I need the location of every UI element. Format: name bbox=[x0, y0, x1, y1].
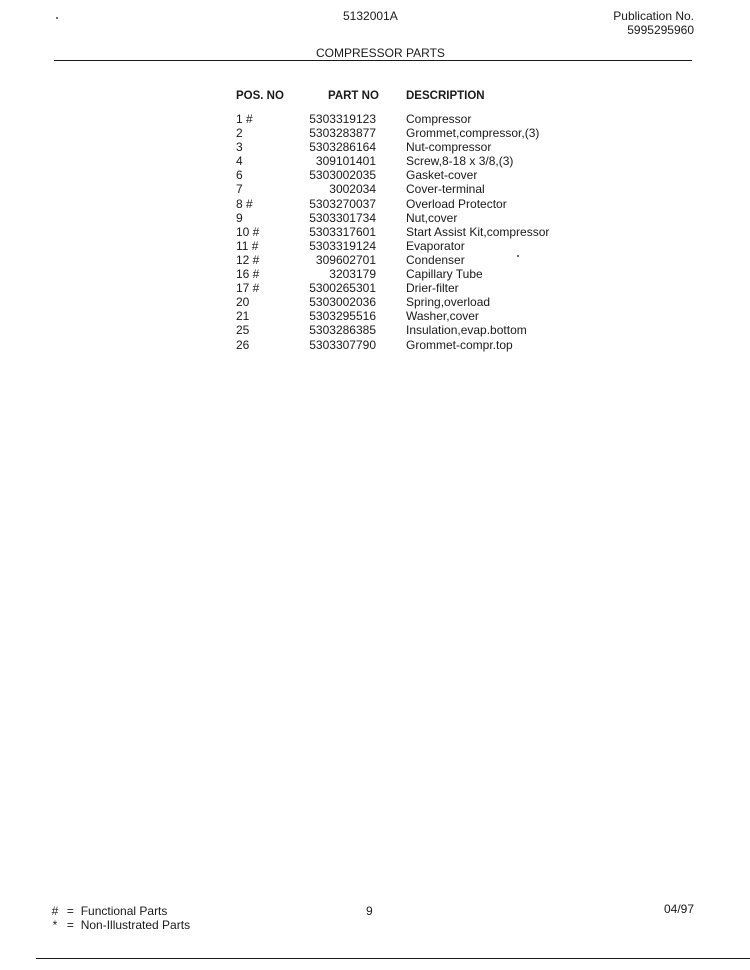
pos-cell: 7 bbox=[236, 182, 243, 197]
header-divider bbox=[54, 60, 692, 61]
pos-cell: 11 # bbox=[236, 238, 259, 253]
pos-cell: 12 # bbox=[236, 252, 260, 267]
scan-speck bbox=[56, 17, 58, 19]
part-number-cell: 5303002035 bbox=[309, 168, 376, 183]
legend-symbol: * bbox=[52, 918, 58, 932]
description-cell: Overload Protector bbox=[406, 196, 507, 211]
description-cell: Start Assist Kit,compressor bbox=[406, 224, 550, 239]
description-cell: Grommet-compr.top bbox=[406, 337, 513, 352]
section-title: COMPRESSOR PARTS bbox=[316, 46, 445, 60]
col-header-desc: DESCRIPTION bbox=[406, 90, 485, 102]
description-cell: Washer,cover bbox=[406, 309, 479, 324]
publication-label: Publication No. bbox=[613, 9, 694, 23]
revision-date: 04/97 bbox=[663, 902, 694, 916]
description-cell: Grommet,compressor,(3) bbox=[406, 126, 540, 141]
pos-cell: 10 # bbox=[236, 224, 260, 239]
description-cell: Nut-compressor bbox=[406, 140, 492, 155]
description-cell: Compressor bbox=[406, 112, 472, 126]
pos-cell: 21 bbox=[236, 309, 250, 324]
footer-divider bbox=[36, 958, 750, 959]
legend-equals: = bbox=[66, 918, 74, 932]
legend bbox=[50, 904, 190, 932]
pos-cell: 8 # bbox=[236, 196, 253, 211]
part-number-cell: 5303319124 bbox=[309, 238, 376, 253]
description-cell: Nut,cover bbox=[406, 210, 458, 225]
part-number-cell: 3002034 bbox=[329, 182, 376, 197]
pos-cell: 20 bbox=[236, 295, 250, 310]
description-cell: Gasket-cover bbox=[406, 168, 478, 183]
model-number: 5132001A bbox=[343, 9, 398, 23]
part-number-cell: 5300265301 bbox=[309, 281, 376, 296]
description-cell: Screw,8-18 x 3/8,(3) bbox=[406, 154, 514, 169]
description-cell: Spring,overload bbox=[406, 295, 491, 310]
publication-block bbox=[613, 9, 694, 37]
part-number-cell: 5303286164 bbox=[309, 140, 376, 155]
part-number-cell: 5303295516 bbox=[309, 309, 376, 324]
col-header-pos: POS. NO bbox=[236, 90, 284, 102]
description-cell: Evaporator bbox=[406, 238, 465, 253]
part-number-cell: 5303283877 bbox=[309, 126, 376, 141]
legend-item-non-illustrated bbox=[50, 918, 190, 932]
description-cell: Cover-terminal bbox=[406, 182, 485, 197]
description-cell: Condenser bbox=[406, 252, 465, 267]
pos-cell: 1 # bbox=[236, 112, 253, 126]
legend-symbol: # bbox=[51, 904, 59, 918]
scan-speck bbox=[517, 255, 519, 257]
description-cell: Insulation,evap.bottom bbox=[406, 323, 527, 338]
pos-cell: 16 # bbox=[236, 267, 260, 282]
part-number-cell: 309101401 bbox=[315, 154, 376, 169]
pos-cell: 26 bbox=[236, 337, 250, 352]
pos-cell: 9 bbox=[236, 210, 243, 225]
col-header-part: PART NO bbox=[328, 90, 379, 102]
legend-text: Non-Illustrated Parts bbox=[80, 918, 191, 932]
part-number-cell: 5303301734 bbox=[309, 210, 376, 225]
part-number-cell: 5303002036 bbox=[309, 295, 376, 310]
page-number: 9 bbox=[366, 904, 373, 918]
part-number-cell: 5303317601 bbox=[309, 224, 376, 239]
legend-text: Functional Parts bbox=[80, 904, 168, 918]
part-number-cell: 5303319123 bbox=[309, 112, 376, 126]
pos-cell: 25 bbox=[236, 323, 250, 338]
part-number-cell: 5303270037 bbox=[309, 196, 376, 211]
publication-number: 5995295960 bbox=[627, 23, 694, 37]
pos-cell: 3 bbox=[236, 140, 243, 155]
pos-cell: 6 bbox=[236, 168, 243, 183]
part-number-cell: 5303286385 bbox=[309, 323, 376, 338]
description-cell: Capillary Tube bbox=[406, 267, 483, 282]
pos-cell: 2 bbox=[236, 126, 243, 141]
description-cell: Drier-filter bbox=[406, 281, 459, 296]
legend-equals: = bbox=[66, 904, 74, 918]
part-number-cell: 309602701 bbox=[315, 252, 376, 267]
part-number-cell: 3203179 bbox=[329, 267, 376, 282]
part-number-cell: 5303307790 bbox=[309, 337, 376, 352]
pos-cell: 17 # bbox=[236, 281, 260, 296]
legend-item-functional bbox=[50, 904, 190, 918]
pos-cell: 4 bbox=[236, 154, 243, 169]
